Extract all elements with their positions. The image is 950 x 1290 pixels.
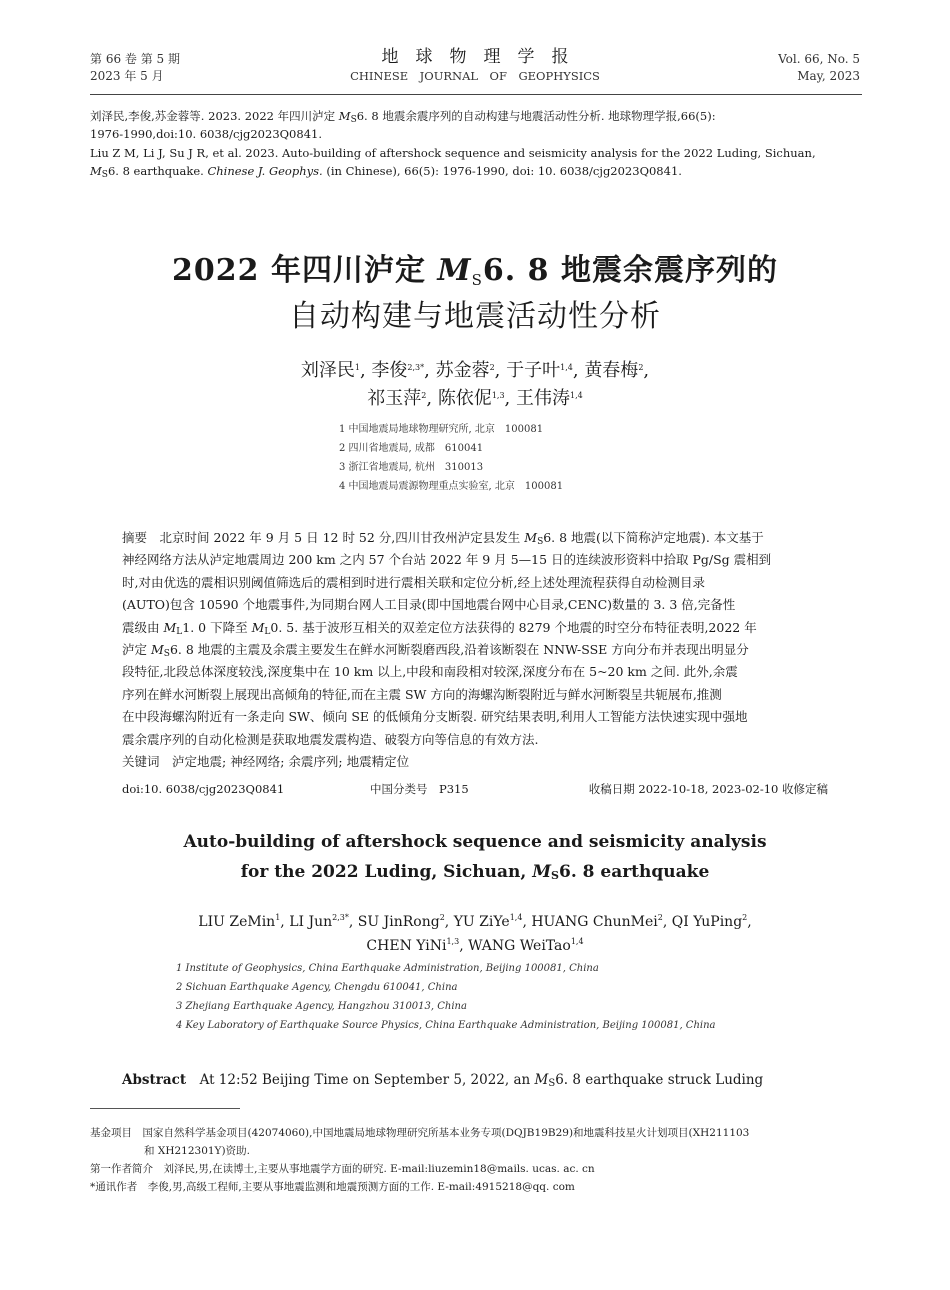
citation-block <box>90 107 864 180</box>
en-author-separator: , <box>280 914 290 930</box>
title-cn-m: M <box>437 253 472 288</box>
abs-l5c: 0. 5. 基于波形互相关的双差定位方法获得的 8279 个地震的时空分布特征表明,2022 年 <box>270 619 757 635</box>
abs-l5a: 震级由 <box>122 619 164 635</box>
cn-author-name: 陈依伲 <box>437 388 492 409</box>
citation-en <box>90 144 864 180</box>
abstract-en-label: Abstract <box>122 1072 187 1088</box>
authors-cn-line1 <box>0 357 950 385</box>
en-author-name: SU JinRong <box>357 914 440 930</box>
en-author-affil-mark: 2 <box>742 913 748 922</box>
class-label: 中国分类号 <box>370 782 428 796</box>
abs-s1: S <box>537 537 544 547</box>
abstract-cn-line8: 序列在鲜水河断裂上展现出高倾角的特征,而在主震 SW 方向的海螺沟断裂附近与鲜水河断裂呈共轭展布,推测 <box>122 686 722 702</box>
en-author-name: WANG WeiTao <box>468 938 571 954</box>
authors-cn <box>0 357 950 413</box>
cn-author-separator: , <box>359 360 372 381</box>
en-author-name: CHEN YiNi <box>366 938 447 954</box>
abstract-en-a: At 12:52 Beijing Time on September 5, 2022, an <box>199 1072 535 1088</box>
abstract-cn-line3: 时,对由优选的震相识别阈值筛选后的震相到时进行震相关联和定位分析,经上述处理流程获得自动检测目录 <box>122 574 705 590</box>
volume-issue-en <box>778 51 860 85</box>
cn-author-affil-mark: 2,3* <box>407 363 425 372</box>
en-author-name: HUANG ChunMei <box>531 914 658 930</box>
class-value: P315 <box>439 782 469 796</box>
abstract-cn-line5 <box>122 617 828 639</box>
citation-cn-sub: S <box>350 115 357 125</box>
en-author-affil-mark: 2 <box>439 913 445 922</box>
en-author-separator: , <box>522 914 532 930</box>
cn-author-separator: , <box>426 388 438 409</box>
citation-en-c: (in Chinese), 66(5): 1976-1990, doi: 10. 6038/cjg2023Q0841. <box>322 164 682 178</box>
en-author-affil-mark: 2,3* <box>332 913 349 922</box>
en-author-name: LIU ZeMin <box>198 914 276 930</box>
date-cn: 2023 年 5 月 <box>90 69 164 83</box>
abstract-cn-line9: 在中段海螺沟附近有一条走向 SW、倾向 SE 的低倾角分支断裂. 研究结果表明,利用人工智能方法快速实现中强地 <box>122 709 748 725</box>
doi-cn: doi:10. 6038/cjg2023Q0841 <box>122 782 285 796</box>
cn-author-name: 祁玉萍 <box>367 388 422 409</box>
en-author-affil-mark: 1,4 <box>509 913 523 922</box>
abstract-cn-line4: (AUTO)包含 10590 个地震事件,为同期台网人工目录(即中国地震台网中心目录,CENC)数量的 3. 3 倍,完备性 <box>122 597 736 613</box>
keywords-label: 关键词 <box>122 754 160 770</box>
abs-l1b: 6. 8 地震(以下简称泸定地震). 本文基于 <box>543 530 764 545</box>
title-en <box>0 827 950 887</box>
title-en-line2 <box>0 857 950 887</box>
date-en: May, 2023 <box>797 69 860 83</box>
cn-author-name: 苏金蓉 <box>435 360 490 381</box>
cn-author-affil-mark: 1,4 <box>560 363 573 372</box>
title-en-b: 6. 8 earthquake <box>558 862 710 882</box>
abstract-cn-line7: 段特征,北段总体深度较浅,深度集中在 10 km 以上,中段和南段相对较深,深度分布在 5~20 km 之间. 此外,余震 <box>122 664 738 680</box>
volume-cn: 第 66 卷 第 5 期 <box>90 52 180 66</box>
keywords-cn <box>122 751 828 773</box>
en-author-separator: , <box>348 914 358 930</box>
abstract-cn <box>122 527 828 773</box>
en-author-affil-mark: 1,4 <box>570 937 584 946</box>
keywords-text: 泸定地震; 神经网络; 余震序列; 地震精定位 <box>172 754 410 770</box>
en-author-name: LI Jun <box>289 914 333 930</box>
journal-name-en: CHINESE JOURNAL OF GEOPHYSICS <box>350 69 600 83</box>
cn-author-separator: , <box>643 360 650 381</box>
affiliations-en <box>176 959 716 1035</box>
en-author-affil-mark: 1,3 <box>446 937 460 946</box>
cn-author-name: 王伟涛 <box>516 388 570 409</box>
abstract-cn-line2: 神经网络方法从泸定地震周边 200 km 之内 57 个台站 2022 年 9 月 5—15 日的连续波形资料中拾取 Pg/Sg 震相到 <box>122 552 772 568</box>
cn-author-affil-mark: 1 <box>354 363 360 372</box>
first-author-label: 第一作者简介 <box>90 1163 153 1175</box>
fund-label: 基金项目 <box>90 1127 132 1139</box>
classification <box>370 779 469 799</box>
corr-label: *通讯作者 <box>90 1181 138 1193</box>
en-author-affil-mark: 1 <box>275 913 281 922</box>
affiliation-en-3: 3 Zhejiang Earthquake Agency, Hangzhou 310013, China <box>176 1001 467 1012</box>
cn-author-separator: , <box>494 360 507 381</box>
abs-m3: M <box>251 619 265 635</box>
citation-cn-m: M <box>338 109 351 123</box>
journal-name-cn: 地 球 物 理 学 报 <box>381 47 569 67</box>
authors-en <box>0 910 950 958</box>
title-en-line1: Auto-building of aftershock sequence and seismicity analysis <box>183 832 767 852</box>
abs-l2: L <box>176 626 183 637</box>
authors-cn-line2 <box>0 385 950 413</box>
volume-en: Vol. 66, No. 5 <box>778 52 860 66</box>
footnotes <box>90 1124 864 1196</box>
en-author-separator: , <box>444 914 454 930</box>
footnote-rule <box>90 1108 240 1109</box>
cn-author-name: 于子叶 <box>506 360 561 381</box>
en-author-separator: , <box>662 914 672 930</box>
cn-author-affil-mark: 1,4 <box>570 391 583 400</box>
abs-l1a: 北京时间 2022 年 9 月 5 日 12 时 52 分,四川甘孜州泸定县发生 <box>159 530 525 545</box>
affiliations-cn <box>339 420 563 496</box>
abstract-cn-label: 摘要 <box>122 530 148 545</box>
abs-m1: M <box>524 530 538 545</box>
abstract-cn-line1 <box>122 527 828 549</box>
corr-text: 李俊,男,高级工程师,主要从事地震监测和地震预测方面的工作. E-mail:4915218@qq. com <box>147 1181 575 1193</box>
cn-author-separator: , <box>424 360 436 381</box>
first-author-text: 刘泽民,男,在读博士,主要从事地震学方面的研究. E-mail:liuzemin18@mails. ucas. ac. cn <box>163 1163 595 1175</box>
header-rule <box>90 94 862 95</box>
title-en-m: M <box>532 862 552 882</box>
cn-author-separator: , <box>504 388 516 409</box>
citation-en-journal: Chinese J. Geophys. <box>207 164 323 178</box>
abstract-cn-line6 <box>122 639 828 661</box>
abs-l6a: 泸定 <box>122 642 151 658</box>
received-date: 收稿日期 2022-10-18, 2023-02-10 收修定稿 <box>588 782 828 796</box>
abstract-en-m: M <box>534 1072 549 1088</box>
abs-l5b: 1. 0 下降至 <box>182 619 252 635</box>
abstract-cn-line10: 震余震序列的自动化检测是获取地震发震构造、破裂方向等信息的有效方法. <box>122 731 539 747</box>
affiliation-cn-1: 1 中国地震局地球物理研究所, 北京 100081 <box>339 424 544 435</box>
citation-cn-line1 <box>90 107 864 125</box>
title-en-sub: S <box>551 869 559 882</box>
abs-s4: S <box>163 649 170 660</box>
en-author-separator: , <box>747 914 752 930</box>
abstract-en-b: 6. 8 earthquake struck Luding <box>555 1072 764 1088</box>
citation-cn-line2: 1976-1990,doi:10. 6038/cjg2023Q0841. <box>90 127 322 141</box>
fund-text-1: 国家自然科学基金项目(42074060),中国地震局地球物理研究所基本业务专项(DQJB19B29)和地震科技星火计划项目(XH211103 <box>142 1127 750 1139</box>
cn-author-separator: , <box>572 360 585 381</box>
abs-m2: M <box>163 619 177 635</box>
title-cn-line1 <box>0 248 950 294</box>
authors-en-line1 <box>0 910 950 934</box>
affiliation-cn-2: 2 四川省地震局, 成都 610041 <box>339 443 484 454</box>
abs-m4: M <box>150 642 164 658</box>
title-cn-line2: 自动构建与地震活动性分析 <box>289 299 661 334</box>
fund-line2: 和 XH212301Y)资助. <box>144 1145 250 1157</box>
en-author-separator: , <box>459 938 469 954</box>
title-cn-sub: S <box>471 271 483 289</box>
fund-line1 <box>90 1124 864 1142</box>
cn-author-name: 黄春梅 <box>584 360 639 381</box>
cn-author-name: 刘泽民 <box>300 360 355 381</box>
abstract-en <box>122 1070 828 1090</box>
cn-author-affil-mark: 2 <box>489 363 495 372</box>
en-author-affil-mark: 2 <box>657 913 663 922</box>
authors-en-line2 <box>0 934 950 958</box>
citation-en-b: 6. 8 earthquake. <box>107 164 208 178</box>
title-cn <box>0 248 950 340</box>
citation-cn-a: 刘泽民,李俊,苏金蓉等. 2023. 2022 年四川泸定 <box>90 109 339 123</box>
affiliation-en-1: 1 Institute of Geophysics, China Earthquake Administration, Beijing 100081, China <box>176 963 599 974</box>
cn-author-name: 李俊 <box>371 360 408 381</box>
corresponding-author <box>90 1178 864 1196</box>
cn-author-affil-mark: 2 <box>421 391 427 400</box>
abstract-en-sub: S <box>548 1078 556 1089</box>
en-author-name: QI YuPing <box>671 914 743 930</box>
citation-en-a: Liu Z M, Li J, Su J R, et al. 2023. Auto-building of aftershock sequence and seismicity analysis for the 2022 Luding, Sichuan, <box>90 146 816 160</box>
title-cn-b: 6. 8 地震余震序列的 <box>482 253 778 288</box>
affiliation-cn-4: 4 中国地震局震源物理重点实验室, 北京 100081 <box>339 481 564 492</box>
first-author <box>90 1160 864 1178</box>
citation-cn-b: 6. 8 地震余震序列的自动构建与地震活动性分析. 地球物理学报,66(5): <box>356 109 716 123</box>
citation-en-sub: S <box>101 170 108 180</box>
abs-l3: L <box>264 626 271 637</box>
cn-author-affil-mark: 2 <box>638 363 644 372</box>
en-author-name: YU ZiYe <box>453 914 510 930</box>
abs-l6b: 6. 8 地震的主震及余震主要发生在鲜水河断裂磨西段,沿着该断裂在 NNW-SSE 方向分布并表现出明显分 <box>169 642 749 658</box>
title-cn-a: 2022 年四川泸定 <box>172 253 438 288</box>
title-en-a: for the 2022 Luding, Sichuan, <box>240 862 533 882</box>
cn-author-affil-mark: 1,3 <box>491 391 505 400</box>
citation-en-m: M <box>90 164 102 178</box>
affiliation-en-2: 2 Sichuan Earthquake Agency, Chengdu 610041, China <box>176 982 458 993</box>
affiliation-en-4: 4 Key Laboratory of Earthquake Source Physics, China Earthquake Administration, Beijing 100081, China <box>176 1020 716 1031</box>
affiliation-cn-3: 3 浙江省地震局, 杭州 310013 <box>339 462 484 473</box>
